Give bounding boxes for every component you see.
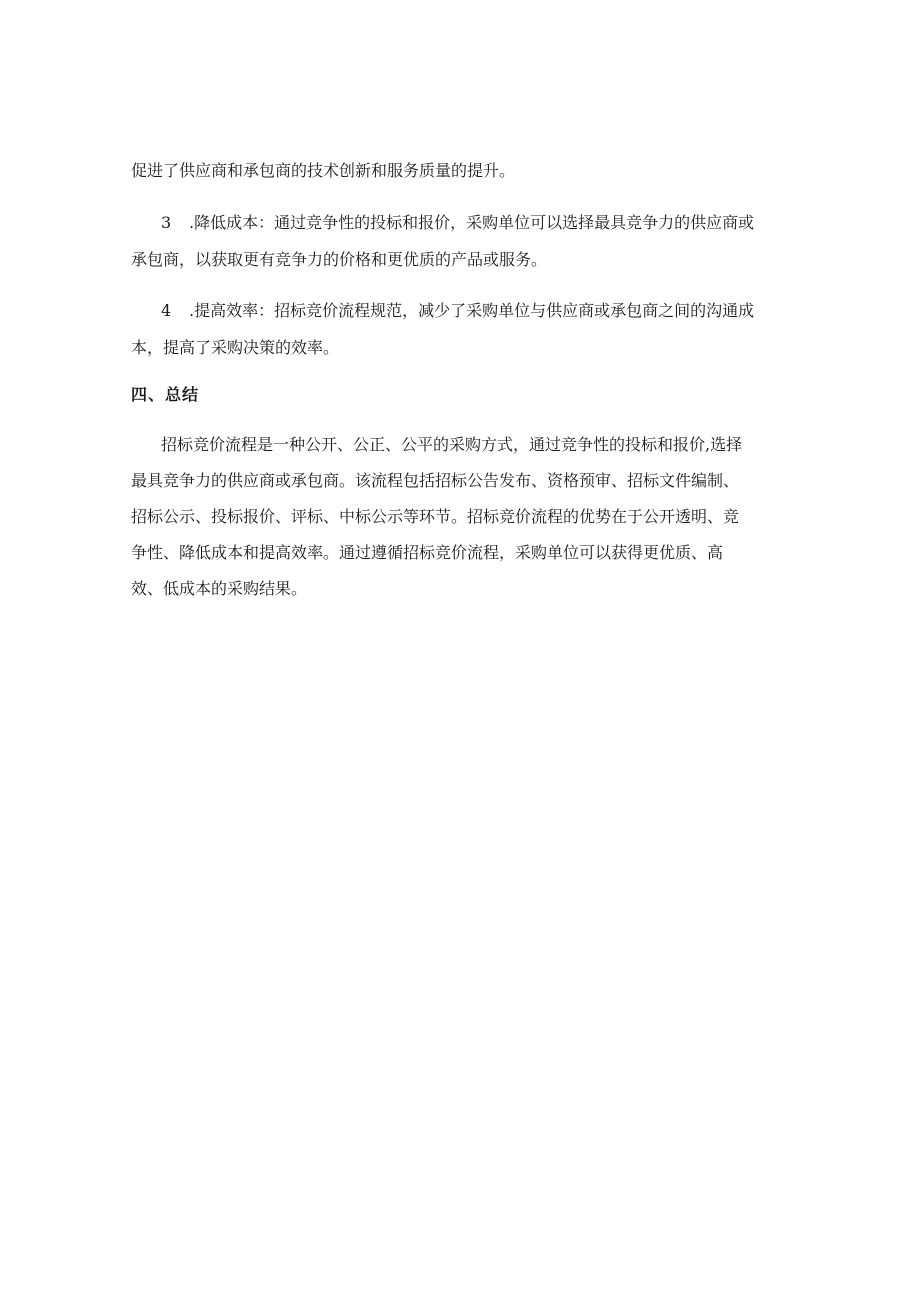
list-item-text: .提高效率：招标竞价流程规范，减少了采购单位与供应商或承包商之间的沟通成: [189, 301, 755, 320]
list-item-text: .降低成本：通过竞争性的投标和报价，采购单位可以选择最具竞争力的供应商或: [189, 213, 755, 232]
list-item-line: [161, 300, 754, 322]
list-item-line: 承包商，以获取更有竞争力的价格和更优质的产品或服务。: [131, 250, 548, 269]
paragraph-line: 促进了供应商和承包商的技术创新和服务质量的提升。: [131, 161, 516, 180]
list-item-line: [161, 212, 754, 234]
list-item-line: 本，提高了采购决策的效率。: [131, 338, 340, 357]
list-item-number: 4: [161, 301, 172, 320]
paragraph-line: 招标竞价流程是一种公开、公正、公平的采购方式，通过竞争性的投标和报价,选择: [161, 435, 743, 454]
paragraph-line: 招标公示、投标报价、评标、中标公示等环节。招标竞价流程的优势在于公开透明、竞: [131, 507, 740, 526]
paragraph-line: 效、低成本的采购结果。: [131, 579, 308, 598]
section-heading: 四、总结: [131, 385, 200, 404]
list-item-number: 3: [161, 213, 172, 232]
paragraph-line: 争性、降低成本和提高效率。通过遵循招标竞价流程，采购单位可以获得更优质、高: [131, 543, 724, 562]
paragraph-line: 最具竞争力的供应商或承包商。该流程包括招标公告发布、资格预审、招标文件编制、: [131, 471, 740, 490]
